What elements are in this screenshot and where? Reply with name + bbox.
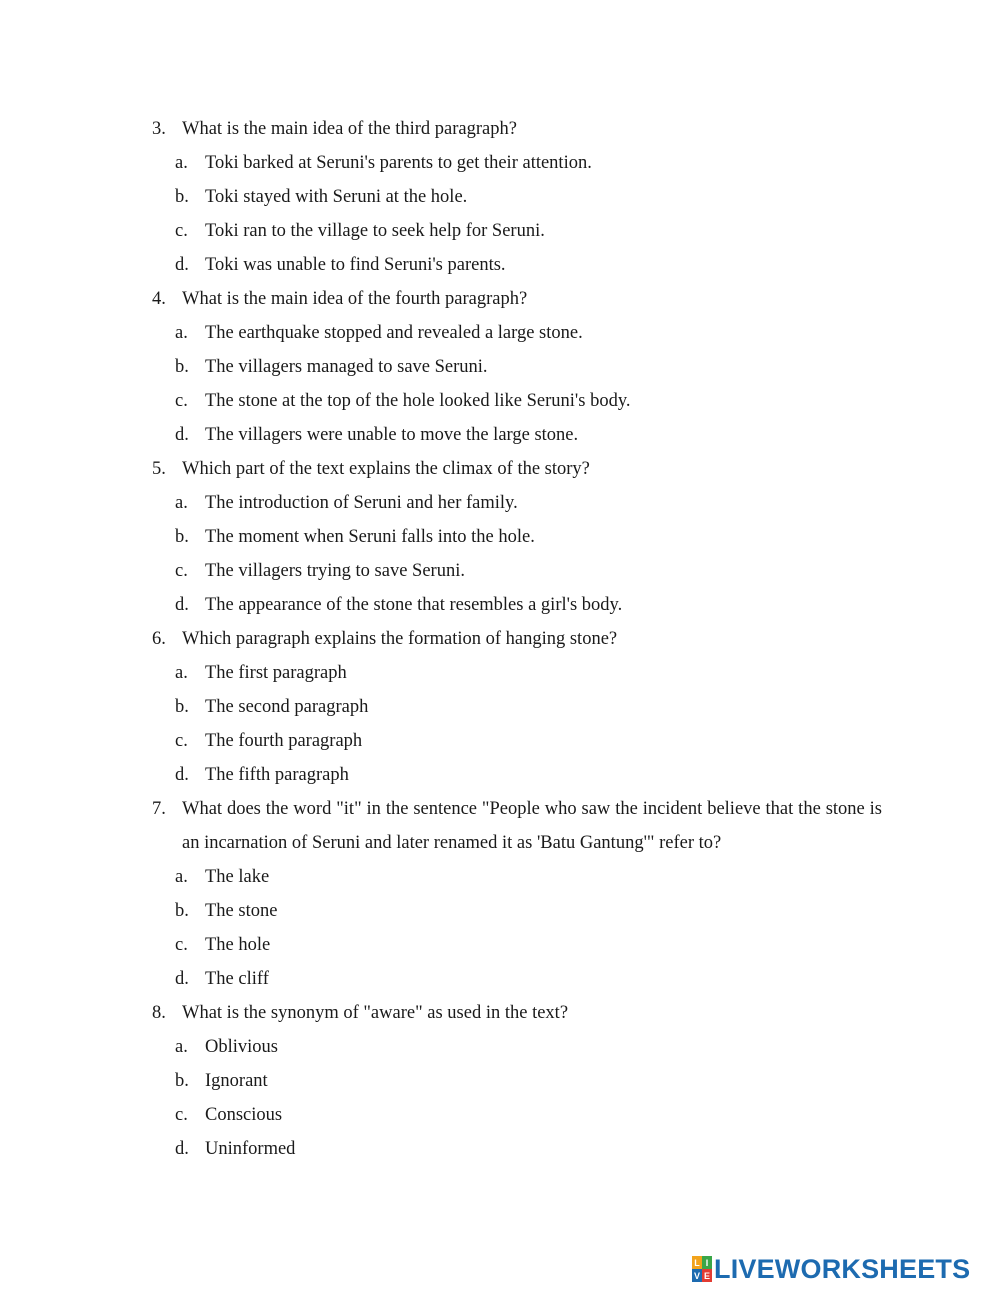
option-letter: c. xyxy=(175,391,188,411)
option-text: Toki stayed with Seruni at the hole. xyxy=(205,187,468,207)
option-letter: c. xyxy=(175,1105,188,1125)
question-text: What is the main idea of the fourth paragraph? xyxy=(182,289,528,309)
option-d[interactable] xyxy=(175,962,1000,996)
question-text: What is the main idea of the third paragraph? xyxy=(182,119,517,139)
option-letter: d. xyxy=(175,765,189,785)
liveworksheets-logo-icon xyxy=(692,1256,712,1282)
option-b[interactable] xyxy=(175,350,1000,384)
option-text: The first paragraph xyxy=(205,663,347,683)
option-letter: d. xyxy=(175,969,189,989)
option-letter: b. xyxy=(175,357,189,377)
question-text: Which part of the text explains the climax of the story? xyxy=(182,459,590,479)
option-letter: a. xyxy=(175,323,188,343)
question-number: 5. xyxy=(152,459,166,479)
option-text: The fourth paragraph xyxy=(205,731,363,751)
option-c[interactable] xyxy=(175,384,1000,418)
option-letter: c. xyxy=(175,561,188,581)
logo-cell: V xyxy=(693,1270,700,1281)
option-letter: d. xyxy=(175,595,189,615)
option-d[interactable] xyxy=(175,758,1000,792)
option-letter: b. xyxy=(175,901,189,921)
option-d[interactable] xyxy=(175,588,1000,622)
option-text: The appearance of the stone that resembles a girl's body. xyxy=(205,595,623,615)
option-c[interactable] xyxy=(175,554,1000,588)
option-letter: a. xyxy=(175,1037,188,1057)
option-d[interactable] xyxy=(175,1132,1000,1166)
option-letter: c. xyxy=(175,731,188,751)
option-d[interactable] xyxy=(175,248,1000,282)
option-text: Conscious xyxy=(205,1105,283,1125)
option-letter: c. xyxy=(175,221,188,241)
question-5 xyxy=(0,452,1000,622)
option-text: Toki ran to the village to seek help for Seruni. xyxy=(205,221,545,241)
option-text: The stone xyxy=(205,901,278,921)
option-text: Toki barked at Seruni's parents to get their attention. xyxy=(205,153,592,173)
option-text: The villagers were unable to move the large stone. xyxy=(205,425,579,445)
option-a[interactable] xyxy=(175,146,1000,180)
option-letter: d. xyxy=(175,425,189,445)
option-text: The cliff xyxy=(205,969,269,989)
option-letter: a. xyxy=(175,493,188,513)
option-text: The villagers managed to save Seruni. xyxy=(205,357,488,377)
option-text: The lake xyxy=(205,867,270,887)
liveworksheets-logo xyxy=(692,1252,970,1286)
option-a[interactable] xyxy=(175,656,1000,690)
logo-cell: I xyxy=(702,1256,712,1269)
option-text: The villagers trying to save Seruni. xyxy=(205,561,465,581)
option-text: Uninformed xyxy=(205,1139,296,1159)
option-text: Ignorant xyxy=(205,1071,268,1091)
option-a[interactable] xyxy=(175,1030,1000,1064)
question-number: 8. xyxy=(152,1003,166,1023)
option-c[interactable] xyxy=(175,724,1000,758)
option-d[interactable] xyxy=(175,418,1000,452)
option-text: The stone at the top of the hole looked like Seruni's body. xyxy=(205,391,631,411)
question-number: 3. xyxy=(152,119,166,139)
option-text: The fifth paragraph xyxy=(205,765,349,785)
option-text: The introduction of Seruni and her family. xyxy=(205,493,518,513)
option-b[interactable] xyxy=(175,180,1000,214)
option-letter: d. xyxy=(175,1139,189,1159)
option-letter: d. xyxy=(175,255,189,275)
question-6 xyxy=(0,622,1000,792)
option-a[interactable] xyxy=(175,860,1000,894)
brand-name: LIVEWORKSHEETS xyxy=(714,1253,971,1284)
option-b[interactable] xyxy=(175,690,1000,724)
option-letter: a. xyxy=(175,153,188,173)
option-text: The moment when Seruni falls into the hole. xyxy=(205,527,535,547)
question-text: What is the synonym of "aware" as used in the text? xyxy=(182,1003,569,1023)
option-letter: c. xyxy=(175,935,188,955)
option-text: The earthquake stopped and revealed a large stone. xyxy=(205,323,583,343)
question-8 xyxy=(0,996,1000,1166)
option-c[interactable] xyxy=(175,1098,1000,1132)
logo-cell: E xyxy=(703,1270,710,1281)
question-4 xyxy=(0,282,1000,452)
option-text: Toki was unable to find Seruni's parents. xyxy=(205,255,506,275)
option-letter: b. xyxy=(175,1071,189,1091)
option-text: The hole xyxy=(205,935,271,955)
logo-cell: L xyxy=(692,1256,702,1269)
option-a[interactable] xyxy=(175,486,1000,520)
option-letter: b. xyxy=(175,187,189,207)
option-c[interactable] xyxy=(175,214,1000,248)
option-text: Oblivious xyxy=(205,1037,278,1057)
worksheet xyxy=(0,112,1000,1166)
question-text: What does the word "it" in the sentence "People who saw the incident believe that the stone is an incarnation of Seruni and later renamed it as 'Batu Gantung'" refer to? xyxy=(182,799,882,853)
question-text: Which paragraph explains the formation of hanging stone? xyxy=(182,629,618,649)
question-number: 6. xyxy=(152,629,166,649)
option-b[interactable] xyxy=(175,1064,1000,1098)
option-text: The second paragraph xyxy=(205,697,369,717)
question-3 xyxy=(0,112,1000,282)
option-b[interactable] xyxy=(175,894,1000,928)
option-c[interactable] xyxy=(175,928,1000,962)
question-number: 4. xyxy=(152,289,166,309)
option-letter: b. xyxy=(175,697,189,717)
option-letter: a. xyxy=(175,663,188,683)
option-letter: b. xyxy=(175,527,189,547)
question-7 xyxy=(0,792,1000,996)
option-a[interactable] xyxy=(175,316,1000,350)
option-b[interactable] xyxy=(175,520,1000,554)
option-letter: a. xyxy=(175,867,188,887)
question-number: 7. xyxy=(152,799,166,819)
